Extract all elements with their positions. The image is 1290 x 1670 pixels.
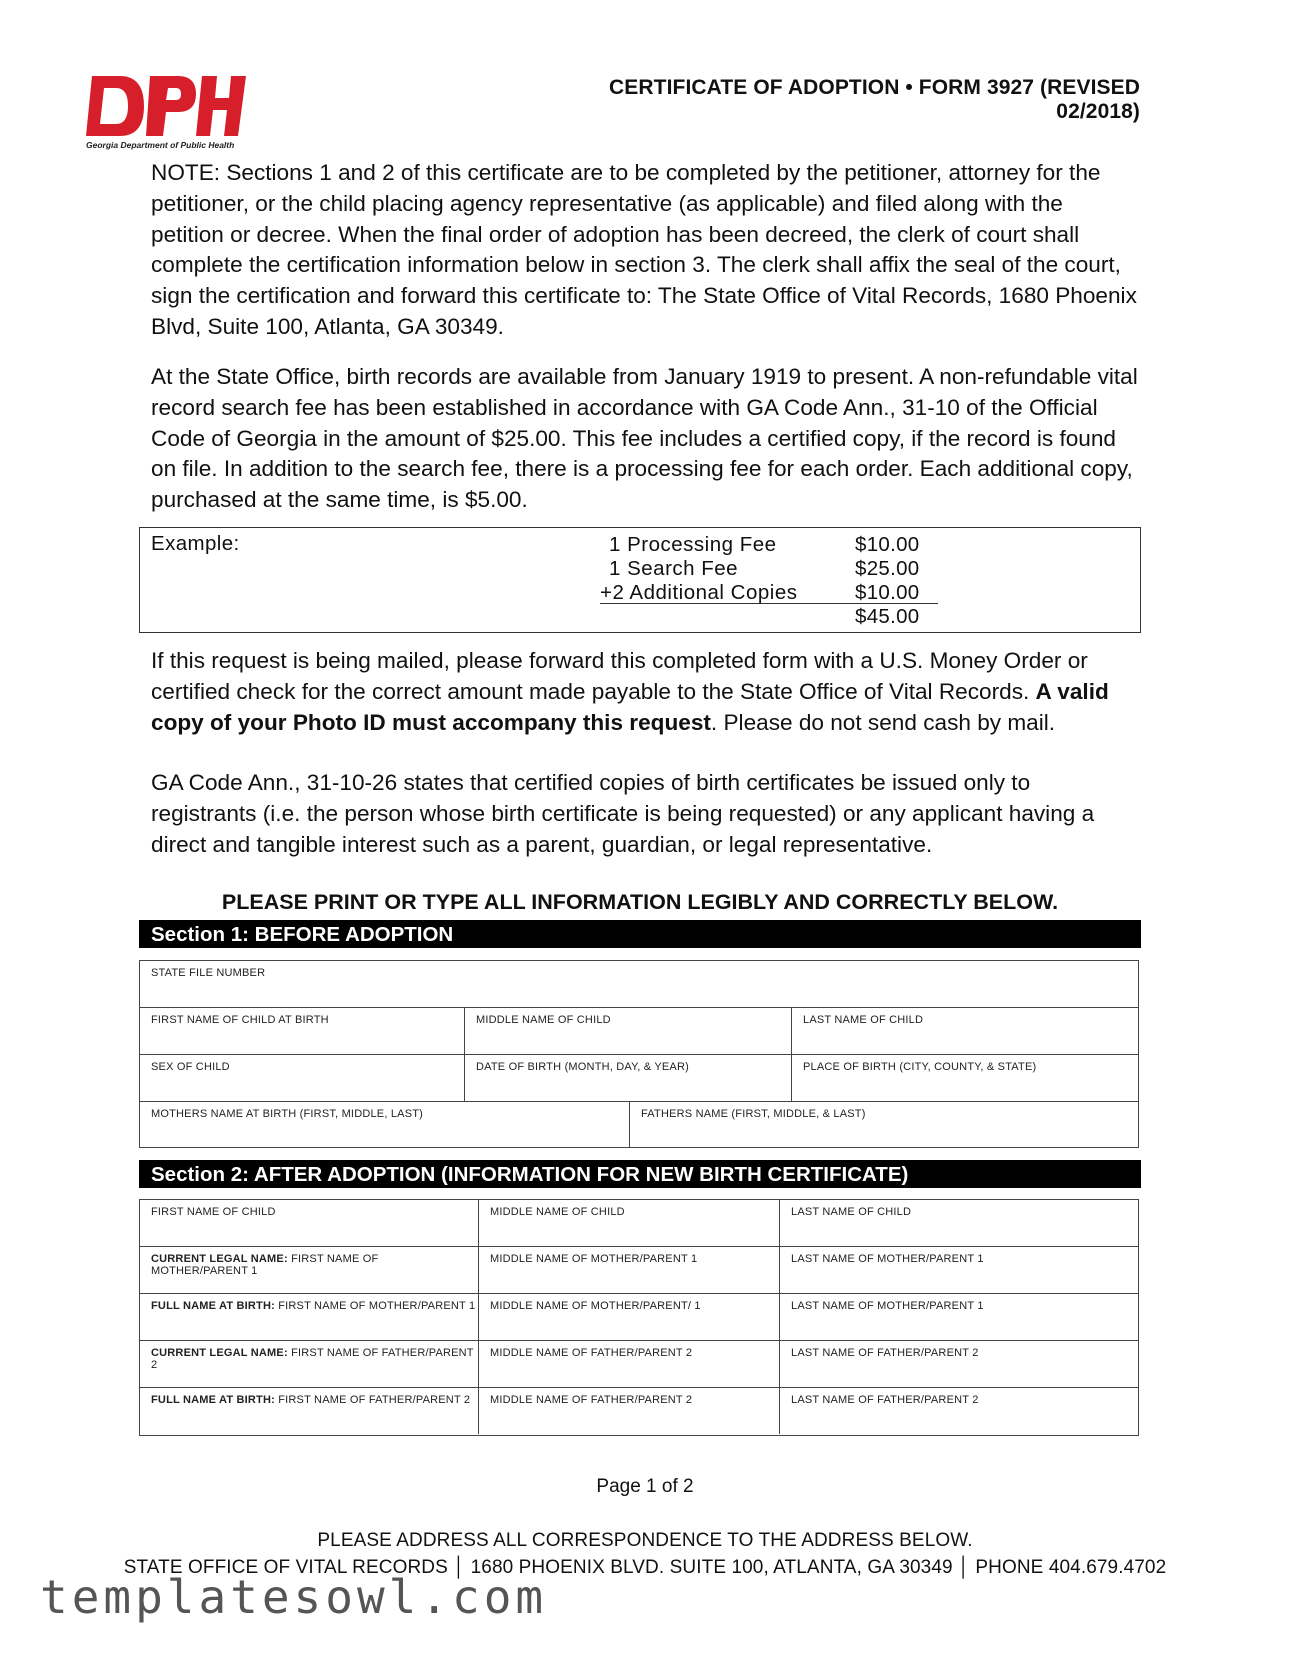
place-of-birth-field[interactable] — [792, 1055, 1138, 1101]
form-row — [140, 1341, 1138, 1388]
field-label: MIDDLE NAME OF FATHER/PARENT 2 — [490, 1347, 693, 1359]
field-label: MIDDLE NAME OF CHILD — [490, 1206, 625, 1218]
form-row — [140, 1055, 1138, 1102]
total-rule — [600, 603, 938, 604]
parent2-birth-last-name-field[interactable] — [780, 1388, 1138, 1434]
fathers-name-field[interactable] — [630, 1102, 1138, 1147]
field-label: DATE OF BIRTH (MONTH, DAY, & YEAR) — [476, 1061, 689, 1073]
mothers-name-field[interactable] — [140, 1102, 630, 1147]
section2-header: Section 2: AFTER ADOPTION (INFORMATION FOR NEW BIRTH CERTIFICATE) — [139, 1160, 1141, 1188]
fee-row — [600, 581, 950, 605]
field-label: FIRST NAME OF CHILD — [151, 1206, 276, 1218]
fee-amount: $10.00 — [855, 581, 920, 604]
office-address: STATE OFFICE OF VITAL RECORDS │ 1680 PHOENIX BLVD. SUITE 100, ATLANTA, GA 30349 │ PHONE 404.679.4702 — [123, 1557, 1167, 1578]
field-label: FIRST NAME OF MOTHER/PARENT 1 — [151, 1253, 379, 1277]
mail-text: If this request is being mailed, please forward this completed form with a U.S. Money Order or certified check for the correct amount made payable to the State Office of Vital Records. — [151, 648, 1088, 704]
field-label: FATHERS NAME (FIRST, MIDDLE, & LAST) — [641, 1108, 866, 1120]
section1-form — [139, 960, 1139, 1148]
form-row — [140, 1200, 1138, 1247]
field-label: MIDDLE NAME OF MOTHER/PARENT 1 — [490, 1253, 698, 1265]
parent2-legal-last-name-field[interactable] — [780, 1341, 1138, 1387]
fee-example-box — [139, 527, 1141, 633]
parent2-legal-middle-name-field[interactable] — [479, 1341, 780, 1387]
field-label-prefix: CURRENT LEGAL NAME: — [151, 1253, 288, 1265]
page-number: Page 1 of 2 — [596, 1476, 694, 1497]
field-label: MOTHERS NAME AT BIRTH (FIRST, MIDDLE, LAST) — [151, 1108, 424, 1120]
field-label: LAST NAME OF MOTHER/PARENT 1 — [791, 1253, 984, 1265]
mail-text-end: . Please do not send cash by mail. — [710, 709, 1056, 735]
parent2-legal-first-name-field[interactable] — [140, 1341, 479, 1387]
example-label: Example: — [151, 532, 240, 555]
field-label: FIRST NAME OF CHILD AT BIRTH — [151, 1014, 329, 1026]
fee-total-amount: $45.00 — [855, 605, 920, 628]
parent1-birth-last-name-field[interactable] — [780, 1294, 1138, 1340]
fee-amount: $25.00 — [855, 557, 920, 580]
fee-amount: $10.00 — [855, 533, 920, 556]
parent1-birth-middle-name-field[interactable] — [479, 1294, 780, 1340]
fee-paragraph: At the State Office, birth records are available from January 1919 to present. A non-refundable vital record search fee has been established in accordance with GA Code Ann., 31-10 of the Official Code of Georgia in the amount of $25.00. This fee includes a certified copy, if the record is found on file. In addition to the search fee, there is a processing fee for each order. Each additional copy, purchased at the same time, is $5.00. — [151, 364, 1138, 513]
child-first-name-field[interactable] — [140, 1008, 465, 1054]
field-label: FIRST NAME OF FATHER/PARENT 2 — [274, 1394, 471, 1406]
fee-row — [600, 533, 950, 557]
field-label: MIDDLE NAME OF CHILD — [476, 1014, 611, 1026]
field-label: LAST NAME OF CHILD — [791, 1206, 912, 1218]
new-child-last-name-field[interactable] — [780, 1200, 1138, 1246]
field-label: PLACE OF BIRTH (CITY, COUNTY, & STATE) — [803, 1061, 1037, 1073]
section2-form — [139, 1199, 1139, 1436]
child-last-name-field[interactable] — [792, 1008, 1138, 1054]
parent2-birth-first-name-field[interactable] — [140, 1388, 479, 1434]
field-label: MIDDLE NAME OF MOTHER/PARENT/ 1 — [490, 1300, 701, 1312]
field-label: SEX OF CHILD — [151, 1061, 230, 1073]
dph-logo-graphic — [86, 74, 251, 150]
form-title: CERTIFICATE OF ADOPTION • FORM 3927 (REVISED 02/2018) — [609, 76, 1140, 123]
field-label-prefix: CURRENT LEGAL NAME: — [151, 1347, 288, 1359]
code-paragraph: GA Code Ann., 31-10-26 states that certified copies of birth certificates be issued only to registrants (i.e. the person whose birth certificate is being requested) or any applicant having a direct and tangible interest such as a parent, guardian, or legal representative. — [151, 770, 1095, 857]
fee-item: +2 Additional Copies — [600, 581, 798, 604]
parent2-birth-middle-name-field[interactable] — [479, 1388, 780, 1434]
parent1-legal-middle-name-field[interactable] — [479, 1247, 780, 1293]
field-label: LAST NAME OF CHILD — [803, 1014, 924, 1026]
form-row — [140, 1247, 1138, 1294]
field-label-prefix: FULL NAME AT BIRTH: — [151, 1394, 275, 1406]
parent1-legal-first-name-field[interactable] — [140, 1247, 479, 1293]
field-label: MIDDLE NAME OF FATHER/PARENT 2 — [490, 1394, 693, 1406]
new-child-first-name-field[interactable] — [140, 1200, 479, 1246]
field-label: FIRST NAME OF FATHER/PARENT 2 — [151, 1347, 474, 1371]
field-label: FIRST NAME OF MOTHER/PARENT 1 — [274, 1300, 476, 1312]
fee-row — [600, 557, 950, 581]
mail-paragraph — [151, 646, 1141, 738]
state-file-number-field[interactable] — [140, 961, 1138, 1007]
print-instruction-heading: PLEASE PRINT OR TYPE ALL INFORMATION LEGIBLY AND CORRECTLY BELOW. — [221, 890, 1059, 914]
logo-caption: Georgia Department of Public Health — [86, 140, 235, 150]
watermark: templatesowl.com — [40, 1570, 548, 1624]
section1-header: Section 1: BEFORE ADOPTION — [139, 920, 1141, 948]
note-paragraph: NOTE: Sections 1 and 2 of this certificate are to be completed by the petitioner, attorney for the petitioner, or the child placing agency representative (as applicable) and filed along with the petition or decree. When the final order of adoption has been decreed, the clerk of court shall complete the certification information below in section 3. The clerk shall affix the seal of the court, sign the certification and forward this certificate to: The State Office of Vital Records, 1680 Phoenix Blvd, Suite 100, Atlanta, GA 30349. — [151, 160, 1137, 339]
correspondence-note: PLEASE ADDRESS ALL CORRESPONDENCE TO THE ADDRESS BELOW. — [317, 1530, 973, 1551]
field-label: LAST NAME OF FATHER/PARENT 2 — [791, 1394, 979, 1406]
sex-field[interactable] — [140, 1055, 465, 1101]
new-child-middle-name-field[interactable] — [479, 1200, 780, 1246]
fee-total-row — [600, 605, 950, 629]
dph-logo — [86, 74, 251, 150]
field-label: STATE FILE NUMBER — [151, 967, 266, 979]
parent1-birth-first-name-field[interactable] — [140, 1294, 479, 1340]
child-middle-name-field[interactable] — [465, 1008, 792, 1054]
form-row — [140, 1008, 1138, 1055]
form-row — [140, 961, 1138, 1008]
field-label-prefix: FULL NAME AT BIRTH: — [151, 1300, 275, 1312]
form-row — [140, 1102, 1138, 1147]
date-of-birth-field[interactable] — [465, 1055, 792, 1101]
fee-item: 1 Processing Fee — [609, 533, 777, 556]
form-row — [140, 1294, 1138, 1341]
fee-item: 1 Search Fee — [609, 557, 739, 580]
photo-id-notice: A valid copy of your Photo ID must accompany this request — [151, 678, 1109, 735]
field-label: LAST NAME OF FATHER/PARENT 2 — [791, 1347, 979, 1359]
parent1-legal-last-name-field[interactable] — [780, 1247, 1138, 1293]
field-label: LAST NAME OF MOTHER/PARENT 1 — [791, 1300, 984, 1312]
form-row — [140, 1388, 1138, 1434]
